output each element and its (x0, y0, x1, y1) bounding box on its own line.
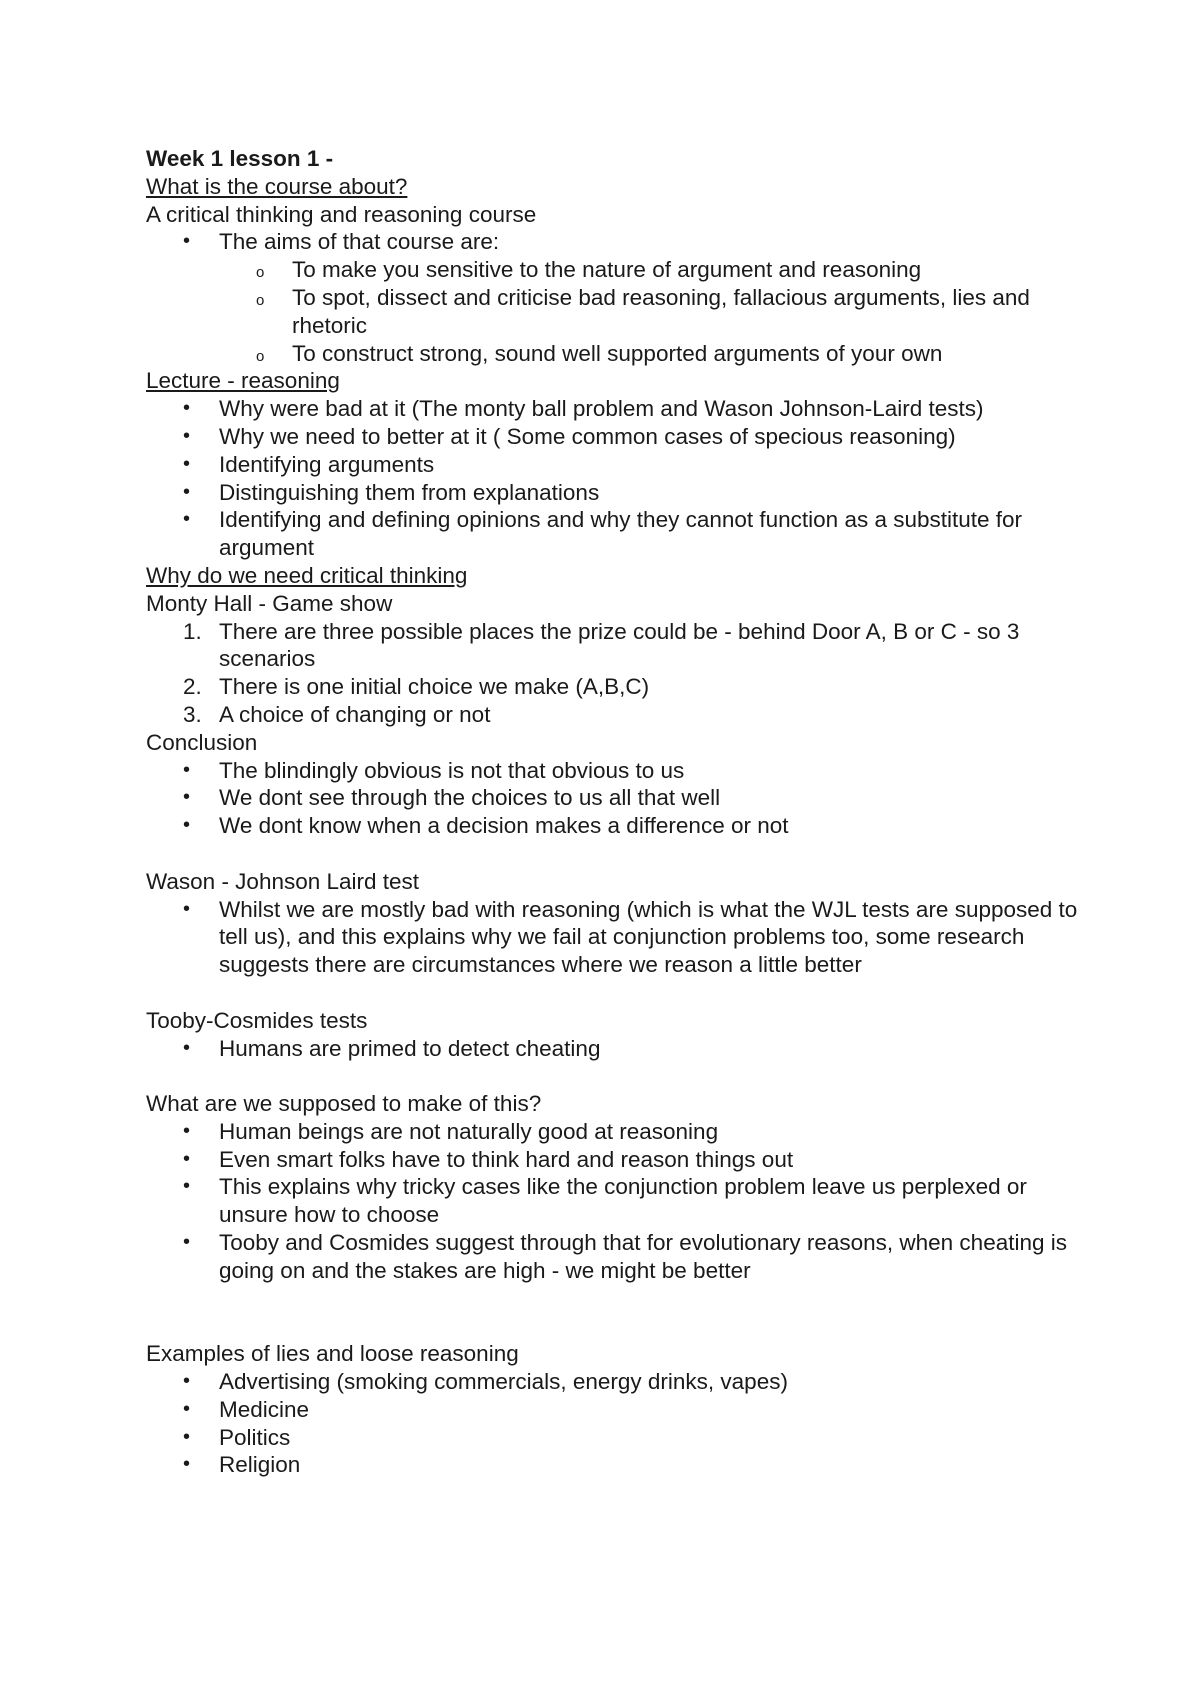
lecture-item: • Why we need to better at it ( Some common cases of specious reasoning) (146, 423, 1086, 451)
course-heading: What is the course about? (146, 173, 408, 199)
document-page (146, 145, 1086, 1479)
numbered-text: There is one initial choice we make (A,B,C) (219, 674, 650, 700)
spacer (146, 1285, 1086, 1341)
numbered-item (146, 618, 1086, 674)
spacer (146, 840, 1086, 868)
tooby-label: Tooby-Cosmides tests (146, 1007, 368, 1033)
page-title: Week 1 lesson 1 - (146, 146, 334, 171)
monty-numbered-list (146, 618, 1086, 729)
numbered-text: There are three possible places the prize could be - behind Door A, B or C - so 3 scenarios (219, 618, 1020, 672)
numbered-item (146, 673, 1086, 701)
course-intro: A critical thinking and reasoning course (146, 201, 537, 227)
monty-label: Monty Hall - Game show (146, 590, 393, 616)
make-item: • Human beings are not naturally good at reasoning (146, 1118, 1086, 1146)
tooby-list (146, 1035, 1086, 1063)
conclusion-item: • We dont see through the choices to us all that well (146, 784, 1086, 812)
lecture-item: • Distinguishing them from explanations (146, 479, 1086, 507)
wason-item: • Whilst we are mostly bad with reasoning (which is what the WJL tests are supposed to tell us), and this explains why we fail at conjunction problems too, some research suggests there are circumstances where we reason a little better (146, 896, 1086, 979)
aims-list (146, 228, 1086, 367)
why-heading: Why do we need critical thinking (146, 562, 468, 588)
make-list (146, 1118, 1086, 1285)
examples-item: • Advertising (smoking commercials, energy drinks, vapes) (146, 1368, 1086, 1396)
number-marker: 3. (183, 701, 202, 727)
numbered-text: A choice of changing or not (219, 701, 491, 727)
aim-item: o To make you sensitive to the nature of argument and reasoning (146, 256, 1086, 284)
examples-item: • Politics (146, 1424, 1086, 1452)
number-marker: 2. (183, 674, 202, 700)
wason-label: Wason - Johnson Laird test (146, 868, 420, 894)
conclusion-label: Conclusion (146, 729, 258, 755)
lecture-item: • Why were bad at it (The monty ball problem and Wason Johnson-Laird tests) (146, 395, 1086, 423)
examples-label: Examples of lies and loose reasoning (146, 1341, 519, 1367)
tooby-item: • Humans are primed to detect cheating (146, 1035, 1086, 1063)
conclusion-item: • The blindingly obvious is not that obvious to us (146, 757, 1086, 785)
examples-item: • Medicine (146, 1396, 1086, 1424)
number-marker: 1. (183, 618, 202, 644)
lecture-item: • Identifying and defining opinions and why they cannot function as a substitute for argument (146, 506, 1086, 562)
spacer (146, 979, 1086, 1007)
lecture-item: • Identifying arguments (146, 451, 1086, 479)
make-item: • This explains why tricky cases like the conjunction problem leave us perplexed or unsure how to choose (146, 1173, 1086, 1229)
examples-item: • Religion (146, 1451, 1086, 1479)
make-label: What are we supposed to make of this? (146, 1091, 542, 1117)
wason-list (146, 896, 1086, 979)
aim-item: o To construct strong, sound well supported arguments of your own (146, 340, 1086, 368)
conclusion-list (146, 757, 1086, 840)
spacer (146, 1062, 1086, 1090)
aim-item: o To spot, dissect and criticise bad reasoning, fallacious arguments, lies and rhetoric (146, 284, 1086, 340)
conclusion-item: • We dont know when a decision makes a difference or not (146, 812, 1086, 840)
make-item: • Even smart folks have to think hard and reason things out (146, 1146, 1086, 1174)
lecture-heading: Lecture - reasoning (146, 368, 340, 394)
aims-label: • The aims of that course are: (146, 228, 1086, 256)
make-item: • Tooby and Cosmides suggest through that for evolutionary reasons, when cheating is going on and the stakes are high - we might be better (146, 1229, 1086, 1285)
numbered-item (146, 701, 1086, 729)
lecture-list (146, 395, 1086, 562)
examples-list (146, 1368, 1086, 1479)
